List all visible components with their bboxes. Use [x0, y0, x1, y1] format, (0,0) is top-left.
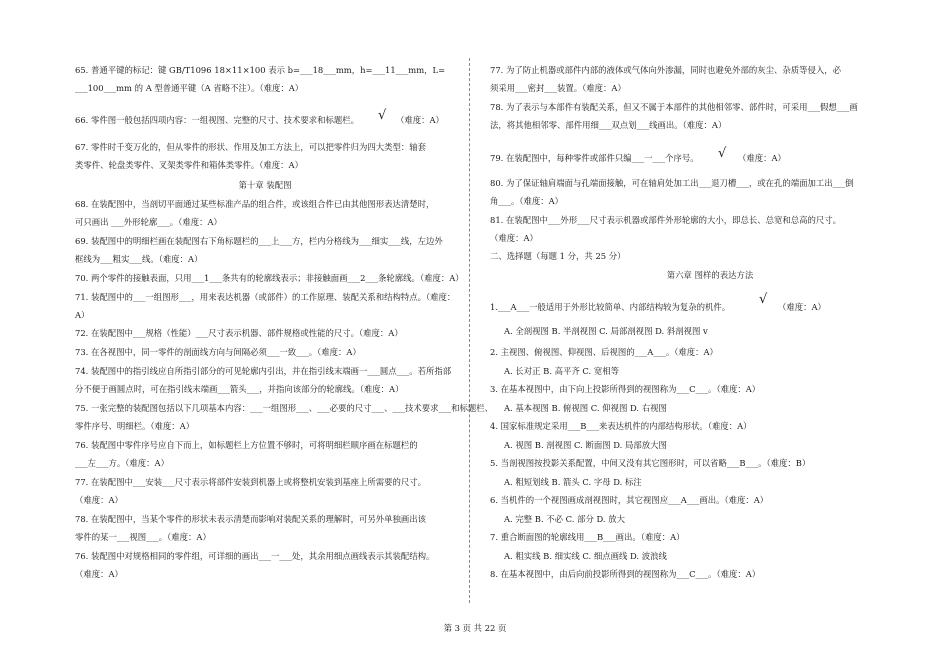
r-q79-line: 79. 在装配图中，每种零件或部件只编___一___个序号。	[490, 153, 699, 163]
c4-options: A. 视图 B. 剖视图 C. 断面图 D. 局部放大图	[504, 440, 667, 450]
q69-line1: 69. 装配图中的明细栏画在装配图右下角标题栏的___上___方，栏内分格线为___细实___线，左边外	[75, 236, 443, 246]
c8-line: 8. 在基本视图中，由后向前投影所得到的视图称为___C___。（难度：A）	[490, 569, 761, 579]
q75-line1: 75. 一张完整的装配图包括以下几项基本内容：___一组图形___、___必要的尺寸___、___技术要求___和标题栏、	[75, 403, 493, 413]
q65-line1: 65. 普通平键的标记：键 GB/T1096 18×11×100 表示 b=___18___mm，h=___11___mm，L=	[75, 65, 446, 75]
r-q80-line1: 80. 为了保证轴肩端面与孔端面接触，可在轴肩处加工出___退刀槽___，或在孔的端面加工出___倒	[490, 178, 854, 188]
q72-line: 72. 在装配图中___规格（性能）___尺寸表示机器、部件规格或性能的尺寸。（难度：A）	[75, 328, 403, 338]
q77-line2: （难度：A）	[75, 495, 123, 505]
c1-line: 1.___A___一般适用于外形比较简单、内部结构较为复杂的机件。	[490, 302, 731, 312]
q76a-line1: 76. 装配图中零件序号应自下而上，如标题栏上方位置不够时，可将明细栏顺序画在标题栏的	[75, 440, 418, 450]
q74-line1: 74. 装配图中的指引线应自所指引部分的可见轮廓内引出，并在指引线末端画一___圆点___。若所指部	[75, 366, 452, 376]
q69-line2: 框线为___粗实___线。（难度：A）	[75, 254, 203, 264]
r-q77-line2: 须采用___密封___装置。（难度：A）	[490, 83, 626, 93]
q76a-line2: ___左___方。（难度：A）	[75, 458, 169, 468]
q71-line2: A）	[75, 310, 90, 320]
c7-line: 7. 重合断面图的轮廓线用___B___画出。（难度：A）	[490, 532, 685, 542]
c1-tail: （难度：A）	[778, 302, 826, 312]
c1-options: A. 全剖视图 B. 半剖视图 C. 局部剖视图 D. 斜剖视图 v	[504, 326, 708, 336]
q73-line: 73. 在各视图中，同一零件的剖面线方向与间隔必须___一致___。（难度：A）	[75, 347, 361, 357]
r-q80-line2: 角___。（难度：A）	[490, 196, 564, 206]
q67-line2: 类零件、轮盘类零件、叉架类零件和箱体类零件。（难度：A）	[75, 160, 303, 170]
q71-line1: 71. 装配图中的___一组图形___，用来表达机器（或部件）的工作原理、装配关系和结构特点。（难度：	[75, 292, 456, 302]
r-q79-tail: （难度：A）	[738, 153, 786, 163]
r-q77-line1: 77. 为了防止机器或部件内部的液体或气体向外渗漏，同时也避免外部的灰尘、杂质等侵入，必	[490, 65, 841, 75]
r-q81-line1: 81. 在装配图中___外形___尺寸表示机器或部件外形轮廓的大小，即总长、总宽和总高的尺寸。	[490, 215, 841, 225]
section2-heading: 二、选择题（每题 1 分，共 25 分）	[490, 251, 626, 261]
q66-line1: 66. 零件图一般包括四项内容：一组视图、完整的尺寸、技术要求和标题栏。	[75, 115, 359, 125]
c6-options: A. 完整 B. 不必 C. 部分 D. 放大	[504, 514, 626, 524]
q76b-line1: 76. 装配图中对规格相同的零件组，可详细的画出___一___处，其余用细点画线表示其装配结构。	[75, 551, 435, 561]
check-mark-icon: √	[718, 146, 727, 161]
c3-line: 3. 在基本视图中，由下向上投影所得到的视图称为___C___。（难度：A）	[490, 384, 761, 394]
q78-line1: 78. 在装配图中，当某个零件的形状未表示清楚而影响对装配关系的理解时，可另外单独画出该	[75, 514, 426, 524]
c2-options: A. 长对正 B. 高平齐 C. 宽相等	[504, 366, 619, 376]
c3-options: A. 基本视图 B. 俯视图 C. 仰视图 D. 右视图	[504, 403, 667, 413]
q78-line2: 零件的某一___视图___。（难度：A）	[75, 532, 211, 542]
c2-line: 2. 主视图、俯视图、仰视图、后视图的___A___。（难度：A）	[490, 347, 718, 357]
r-q78-line2: 法，将其他相邻零、部件用细___双点划___线画出。（难度：A）	[490, 120, 727, 130]
column-divider	[469, 58, 470, 603]
check-mark-icon: √	[378, 108, 387, 123]
q68-line1: 68. 在装配图中，当剖切平面通过某些标准产品的组合件，或该组合件已由其他图形表达清楚时，	[75, 199, 435, 209]
chapter10-heading: 第十章 装配图	[238, 180, 292, 190]
c7-options: A. 粗实线 B. 细实线 C. 细点画线 D. 波浪线	[504, 551, 667, 561]
c5-options: A. 粗短划线 B. 箭头 C. 字母 D. 标注	[504, 477, 642, 487]
q68-line2: 可只画出 ___外形轮廓___。（难度：A）	[75, 217, 222, 227]
q67-line1: 67. 零件时千变万化的，但从零件的形状、作用及加工方法上，可以把零件归为四大类型：轴套	[75, 142, 426, 152]
c5-line: 5. 当剖视图按投影关系配置，中间又没有其它图形时，可以省略___B___。（难度：B）	[490, 458, 811, 468]
q66-tail: （难度：A）	[396, 115, 444, 125]
q76b-line2: （难度：A）	[75, 569, 123, 579]
c6-line: 6. 当机件的一个视图画成剖视图时，其它视图应___A___画出。（难度：A）	[490, 495, 769, 505]
page-footer: 第 3 页 共 22 页	[443, 623, 507, 633]
r-q81-line2: （难度：A）	[490, 233, 538, 243]
q74-line2: 分不便于画圆点时，可在指引线末端画___箭头___，并指向该部分的轮廓线。（难度：A）	[75, 384, 404, 394]
q75-line2: 零件序号、明细栏。（难度：A）	[75, 421, 195, 431]
r-q78-line1: 78. 为了表示与本部件有装配关系，但又不属于本部件的其他相邻零、部件时，可采用___假想___画	[490, 102, 858, 112]
q65-line2: ___100___mm 的 A 型普通平键（A 省略不注）。（难度：A）	[75, 83, 304, 93]
check-mark-icon: √	[759, 292, 768, 307]
chapter6-heading: 第六章 图样的表达方法	[666, 270, 754, 280]
q77-line1: 77. 在装配图中___安装___尺寸表示将部件安装到机器上或将整机安装到基座上所需要的尺寸。	[75, 477, 426, 487]
c4-line: 4. 国家标准规定采用___B___来表达机件的内部结构形状。（难度：A）	[490, 421, 752, 431]
q70-line: 70. 两个零件的接触表面，只用___1___条共有的轮廓线表示；非接触面画___2___条轮廓线。（难度：A）	[75, 273, 464, 283]
